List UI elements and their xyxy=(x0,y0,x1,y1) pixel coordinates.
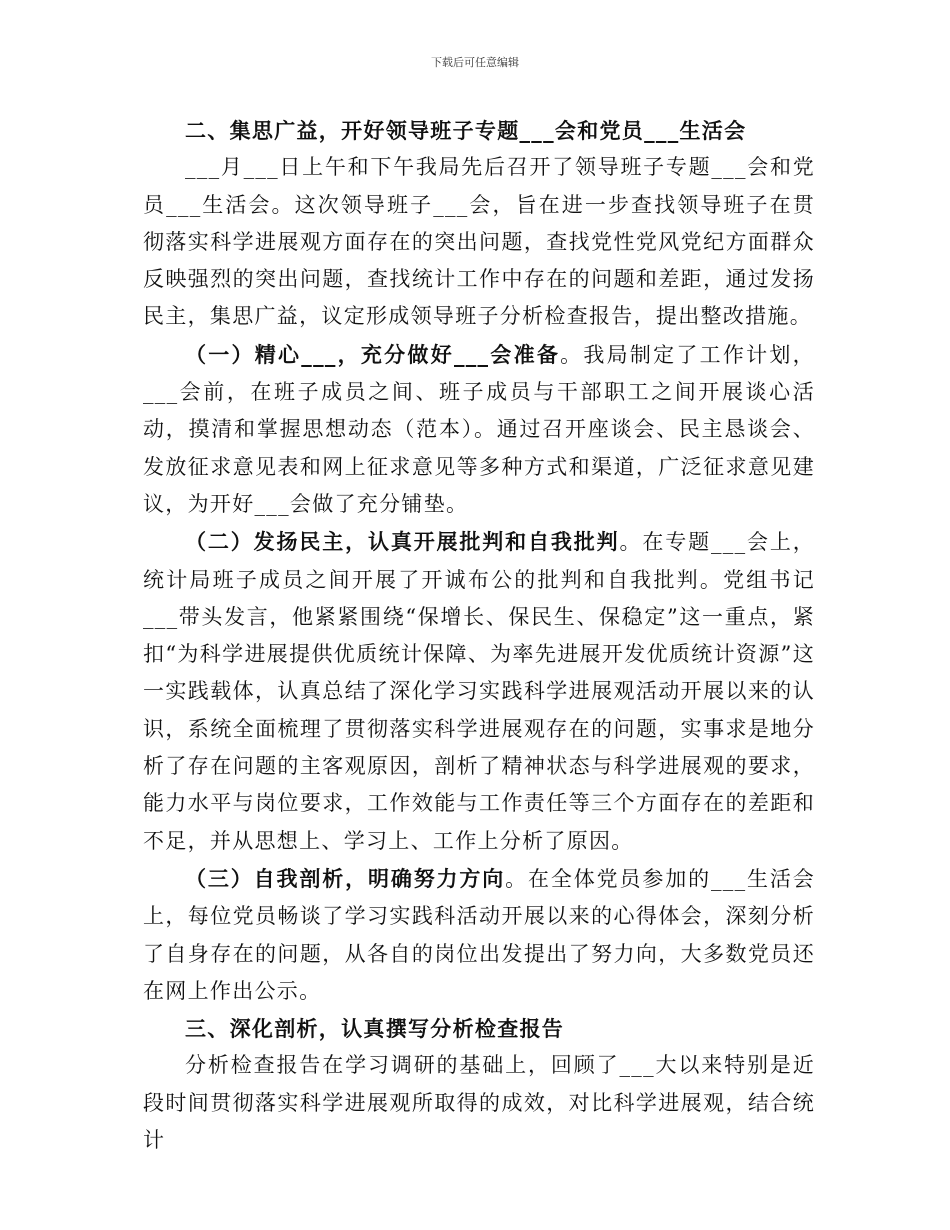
section2-heading: 二、集思广益，开好领导班子专题___会和党员___生活会 xyxy=(185,118,747,143)
item1-bold: （一）精心___，充分做好___会准备 xyxy=(185,341,561,367)
item3-bold: （三）自我剖析，明确努力方向 xyxy=(185,865,506,891)
section2-item3 xyxy=(143,860,815,1010)
section3-heading: 三、深化剖析，认真撰写分析检查报告 xyxy=(185,1016,565,1042)
document-body xyxy=(143,112,815,1159)
section2-item1 xyxy=(143,336,815,523)
item2-bold: （二）发扬民主，认真开展批判和自我批判 xyxy=(185,529,620,555)
section2-item2 xyxy=(143,523,815,860)
item1-text: 。我局制定了工作计划，___会前，在班子成员之间、班子成员与干部职工之间开展谈心活动，摸清和掌握思想动态（范本）。通过召开座谈会、民主恳谈会、发放征求意见表和网上征求意见等多种方式和渠道，广泛征求意见建议，为开好___会做了充分铺垫。 xyxy=(143,342,815,516)
item2-text: 。在专题___会上，统计局班子成员之间开展了开诚布公的批判和自我批判。党组书记___带头发言，他紧紧围绕“保增长、保民生、保稳定”这一重点，紧扣“为科学进展提供优质统计保障、为率先进展开发优质统计资源”这一实践载体，认真总结了深化学习实践科学进展观活动开展以来的认识，系统全面梳理了贯彻落实科学进展观存在的问题，实事求是地分析了存在问题的主客观原因，剖析了精神状态与科学进展观的要求，能力水平与岗位要求，工作效能与工作责任等三个方面存在的差距和不足，并从思想上、学习上、工作上分析了原因。 xyxy=(143,530,815,853)
header-note: 下载后可任意编辑 xyxy=(431,56,519,69)
section2-intro: ___月___日上午和下午我局先后召开了领导班子专题___会和党员___生活会。这次领导班子___会，旨在进一步查找领导班子在贯彻落实科学进展观方面存在的突出问题，查找党性党风党纪方面群众反映强烈的突出问题，查找统计工作中存在的问题和差距，通过发扬民主，集思广益，议定形成领导班子分析检查报告，提出整改措施。 xyxy=(143,155,815,329)
item3-text: 。在全体党员参加的___生活会上，每位党员畅谈了学习实践科活动开展以来的心得体会，深刻分析了自身存在的问题，从各自的岗位出发提出了努力向，大多数党员还在网上作出公示。 xyxy=(143,866,815,1003)
section3-intro: 分析检查报告在学习调研的基础上，回顾了___大以来特别是近段时间贯彻落实科学进展观所取得的成效，对比科学进展观，结合统计 xyxy=(143,1053,815,1153)
